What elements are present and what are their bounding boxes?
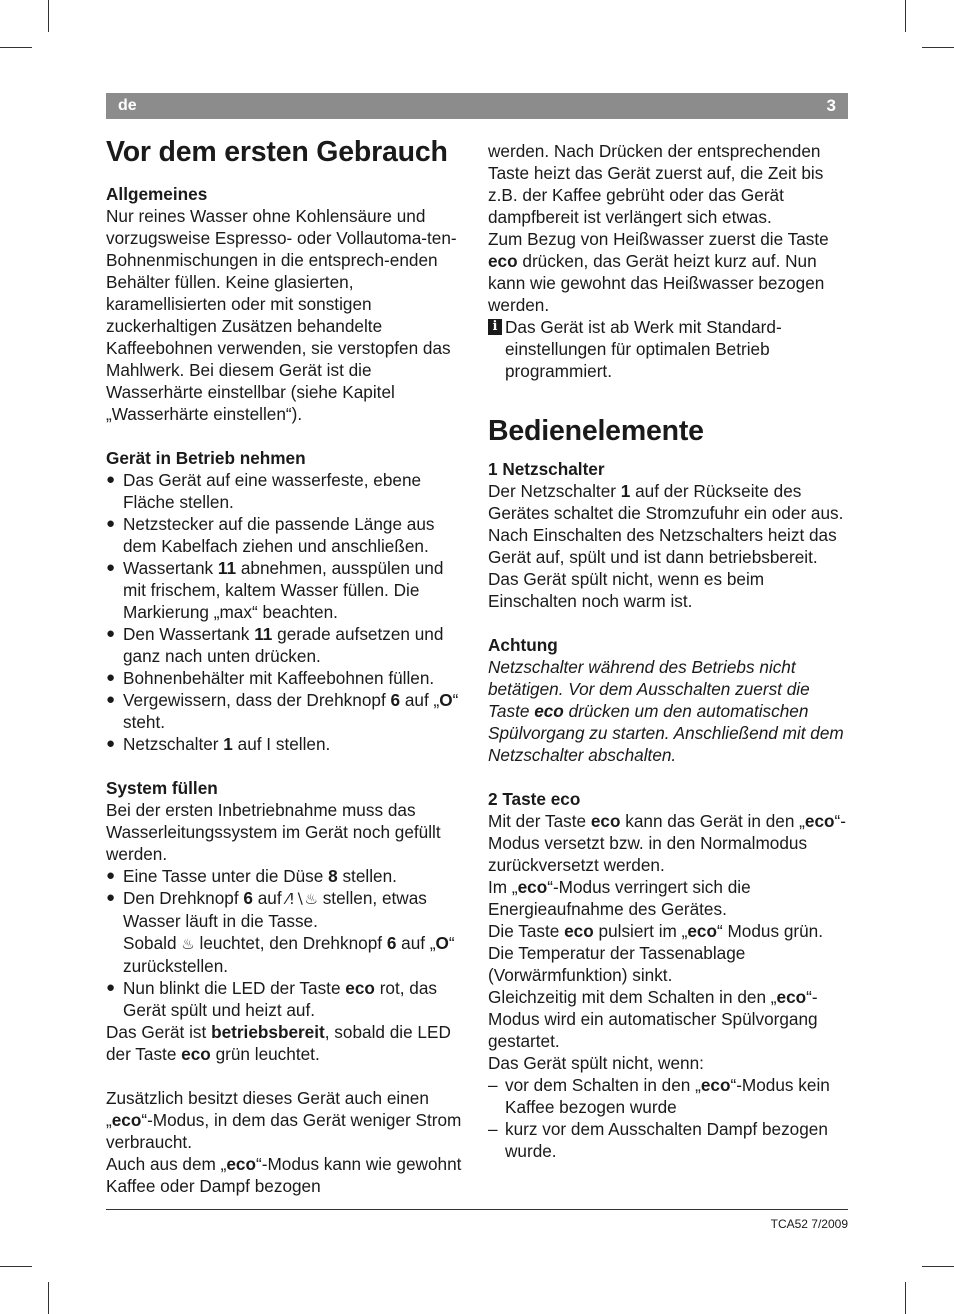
eco-conditions-list <box>488 1074 850 1162</box>
eco-text-5: Das Gerät spült nicht, wenn: <box>488 1053 704 1073</box>
list-item: – vor dem Schalten in den „eco“-Modus kein Kaffee bezogen wurde <box>488 1074 850 1118</box>
betrieb-list <box>106 469 468 755</box>
allgemeines-text: Nur reines Wasser ohne Kohlensäure und vorzugsweise Espresso- oder Vollautoma-ten-Bohnenmischungen in die entsprech-enden Behälter füllen. Keine glasierten, karamellisierten oder mit sonstigen zuckerhaltigen Zusätzen behandelte Kaffeebohnen verwenden, sie verstopfen das Mahlwerk. Bei diesem Gerät ist die Wasserhärte einstellbar (siehe Kapitel „Wasserhärte einstellen“). <box>106 206 457 424</box>
section-heading-allgemeines: Allgemeines <box>106 184 208 204</box>
left-column <box>106 135 468 1197</box>
section-heading-betrieb: Gerät in Betrieb nehmen <box>106 448 306 468</box>
eco-text-1: Mit der Taste eco kann das Gerät in den „eco“-Modus versetzt bzw. in den Normalmodus zurückversetzt werden. <box>488 811 846 875</box>
list-item: ● Vergewissern, dass der Drehknopf 6 auf „O“ steht. <box>106 689 468 733</box>
section-heading-netzschalter: 1 Netzschalter <box>488 459 605 479</box>
list-item: ● Wassertank 11 abnehmen, ausspülen und mit frischem, kaltem Wasser füllen. Die Markierung „max“ beachten. <box>106 557 468 623</box>
crop-mark <box>905 1282 906 1314</box>
ready-text: Das Gerät ist betriebsbereit, sobald die LED der Taste eco grün leuchtet. <box>106 1022 451 1064</box>
section-heading-achtung: Achtung <box>488 635 558 655</box>
crop-mark <box>905 0 906 32</box>
system-list <box>106 865 468 1021</box>
netz-text-2: Nach Einschalten des Netzschalters heizt das Gerät auf, spült und ist dann betriebsbereit. <box>488 525 837 567</box>
crop-mark <box>48 0 49 32</box>
crop-mark <box>922 1266 954 1267</box>
list-item: ● Den Wassertank 11 gerade aufsetzen und ganz nach unten drücken. <box>106 623 468 667</box>
crop-mark <box>48 1282 49 1314</box>
list-item: – kurz vor dem Ausschalten Dampf bezogen wurde. <box>488 1118 850 1162</box>
eco-text-2: Im „eco“-Modus verringert sich die Energieaufnahme des Gerätes. <box>488 877 751 919</box>
crop-mark <box>0 1266 32 1267</box>
footer-rule <box>106 1209 848 1210</box>
eco-mode-text-2: Auch aus dem „eco“-Modus kann wie gewohnt Kaffee oder Dampf bezogen <box>106 1154 462 1196</box>
crop-mark <box>0 47 32 48</box>
right-column <box>488 140 850 1162</box>
page-title: Vor dem ersten Gebrauch <box>106 136 448 168</box>
eco-text-4: Gleichzeitig mit dem Schalten in den „eco“-Modus wird ein automatischer Spülvorgang gestartet. <box>488 987 818 1051</box>
section-title-bedienelemente: Bedienelemente <box>488 415 704 447</box>
page-header <box>106 93 848 119</box>
water-steam-symbol-icon: ⁄!∖♨ <box>286 890 318 908</box>
eco-mode-text: Zusätzlich besitzt dieses Gerät auch einen „eco“-Modus, in dem das Gerät weniger Strom verbraucht. <box>106 1088 462 1152</box>
netz-text-3: Das Gerät spült nicht, wenn es beim Einschalten noch warm ist. <box>488 569 765 611</box>
info-note: i Das Gerät ist ab Werk mit Standard-einstellungen für optimalen Betrieb programmiert. <box>488 316 850 382</box>
list-item: ● Bohnenbehälter mit Kaffeebohnen füllen. <box>106 667 468 689</box>
netz-text-1: Der Netzschalter 1 auf der Rückseite des Gerätes schaltet die Stromzufuhr ein oder aus. <box>488 481 844 523</box>
warning-text: Netzschalter während des Betriebs nicht betätigen. Vor dem Ausschalten zuerst die Taste eco drücken um den automatischen Spülvorgang zu starten. Anschließend mit dem Netzschalter abschalten. <box>488 657 844 765</box>
page-number: 3 <box>826 96 836 115</box>
continued-text: werden. Nach Drücken der entsprechenden Taste heizt das Gerät zuerst auf, die Zeit bis z.B. der Kaffee gebrüht oder das Gerät dampfbereit ist verlängert sich etwas. <box>488 141 824 227</box>
footer-doc-code: TCA52 7/2009 <box>770 1217 848 1231</box>
info-icon: i <box>488 319 502 335</box>
eco-text-3: Die Taste eco pulsiert im „eco“ Modus grün. Die Temperatur der Tassenablage (Vorwärmfunktion) sinkt. <box>488 921 823 985</box>
list-item: ● Netzstecker auf die passende Länge aus dem Kabelfach ziehen und anschließen. <box>106 513 468 557</box>
list-item: ● Netzschalter 1 auf I stellen. <box>106 733 468 755</box>
section-heading-system: System füllen <box>106 778 218 798</box>
language-label: de <box>118 97 137 114</box>
list-item: ● Nun blinkt die LED der Taste eco rot, das Gerät spült und heizt auf. <box>106 977 468 1021</box>
system-intro: Bei der ersten Inbetriebnahme muss das Wasserleitungssystem im Gerät noch gefüllt werden. <box>106 800 441 864</box>
list-item: ● Den Drehknopf 6 auf ⁄!∖♨ stellen, etwas Wasser läuft in die Tasse. Sobald ♨ leuchtet, den Drehknopf 6 auf „O“ zurückstellen. <box>106 887 468 977</box>
list-item: ● Eine Tasse unter die Düse 8 stellen. <box>106 865 468 887</box>
steam-symbol-icon: ♨ <box>181 935 195 953</box>
hot-water-text: Zum Bezug von Heißwasser zuerst die Taste eco drücken, das Gerät heizt kurz auf. Nun kann wie gewohnt das Heißwasser bezogen werden. <box>488 229 829 315</box>
section-heading-eco: 2 Taste eco <box>488 789 581 809</box>
list-item: ● Das Gerät auf eine wasserfeste, ebene Fläche stellen. <box>106 469 468 513</box>
crop-mark <box>922 47 954 48</box>
